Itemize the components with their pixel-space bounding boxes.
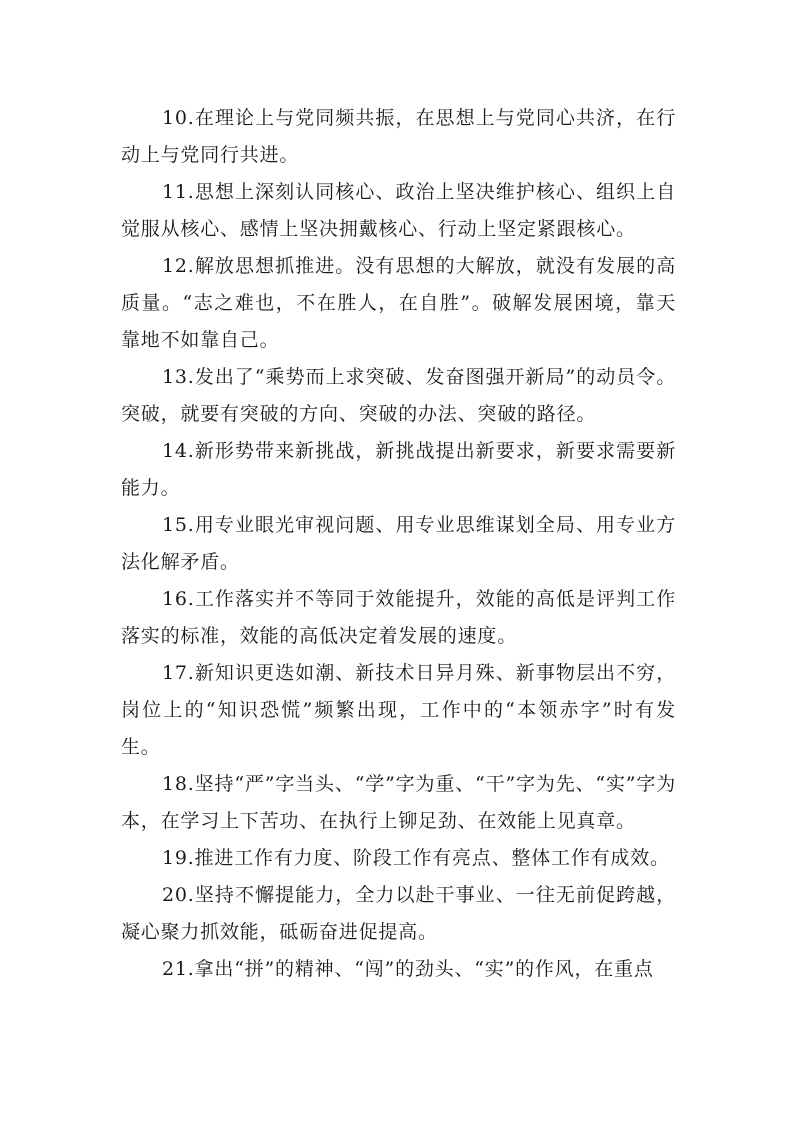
paragraph-19: 19.推进工作有力度、阶段工作有亮点、整体工作有成效。 [162,847,670,869]
paragraph-16: 16.工作落实并不等同于效能提升，效能的高低是评判工作落实的标准，效能的高低决定着发展的速度。 [121,588,676,647]
paragraph-13: 13.发出了“乘势而上求突破、发奋图强开新局”的动员令。突破，就要有突破的方向、突破的办法、突破的路径。 [121,366,676,425]
document-body [121,100,676,988]
paragraph-17: 17.新知识更迭如潮、新技术日异月殊、新事物层出不穷，岗位上的“知识恐慌”频繁出现，工作中的“本领赤字”时有发生。 [121,662,676,758]
paragraph-20: 20.坚持不懈提能力，全力以赴干事业、一往无前促跨越，凝心聚力抓效能，砥砺奋进促提高。 [121,884,676,943]
paragraph-21: 21.拿出“拼”的精神、“闯”的劲头、“实”的作风，在重点 [162,958,654,980]
paragraph-18: 18.坚持“严”字当头、“学”字为重、“干”字为先、“实”字为本，在学习上下苦功、在执行上铆足劲、在效能上见真章。 [121,773,676,832]
paragraph-15: 15.用专业眼光审视问题、用专业思维谋划全局、用专业方法化解矛盾。 [121,514,676,573]
paragraph-14: 14.新形势带来新挑战，新挑战提出新要求，新要求需要新能力。 [121,440,676,499]
paragraph-11: 11.思想上深刻认同核心、政治上坚决维护核心、组织上自觉服从核心、感情上坚决拥戴核心、行动上坚定紧跟核心。 [121,181,676,240]
paragraph-12: 12.解放思想抓推进。没有思想的大解放，就没有发展的高质量。“志之难也，不在胜人，在自胜”。破解发展困境，靠天靠地不如靠自己。 [121,255,676,351]
paragraph-10: 10.在理论上与党同频共振，在思想上与党同心共济，在行动上与党同行共进。 [121,107,676,166]
